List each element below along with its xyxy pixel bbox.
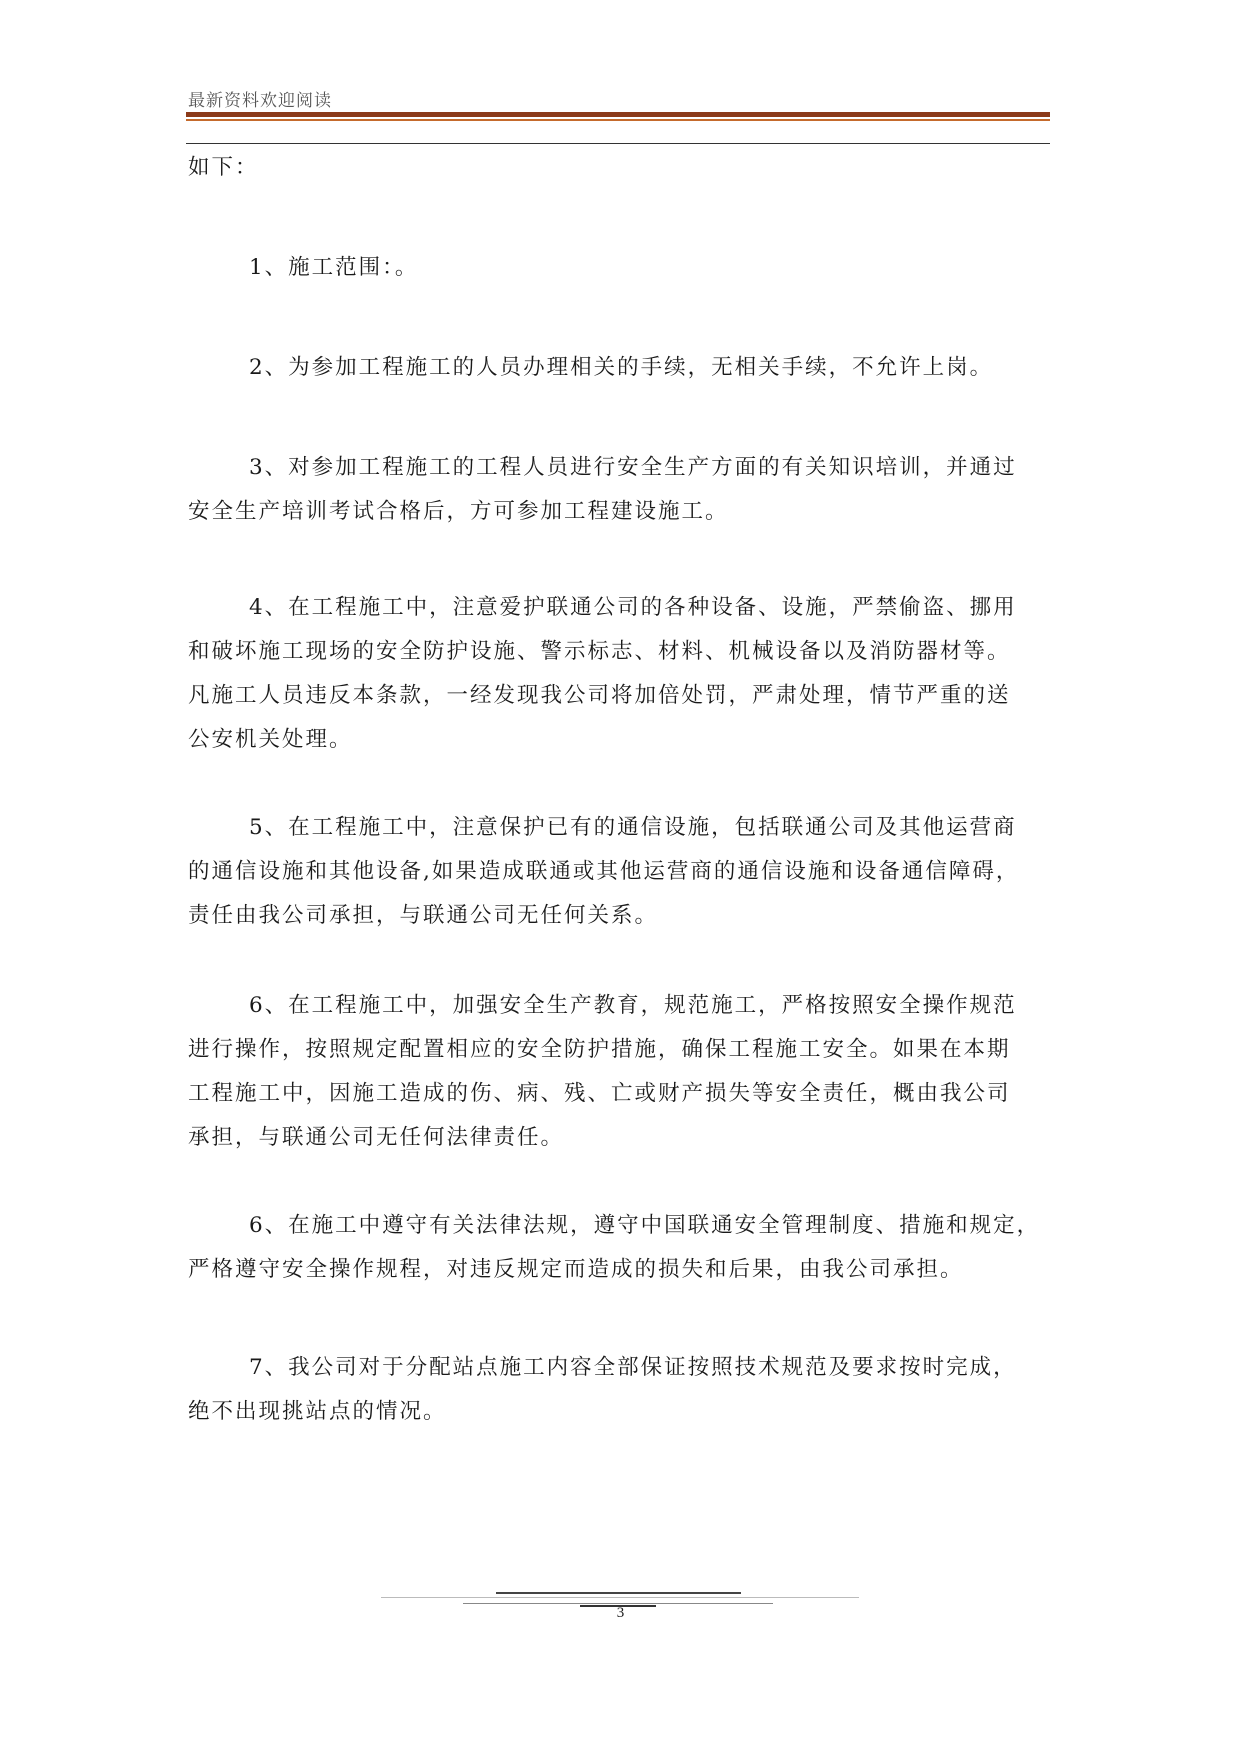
item-line: 的通信设施和其他设备,如果造成联通或其他运营商的通信设施和设备通信障碍， [188,859,1020,884]
page-number: 3 [616,1605,625,1621]
item-6 [188,984,1068,1160]
footer-rule [496,1592,741,1594]
item-line: 6、在施工中遵守有关法律法规，遵守中国联通安全管理制度、措施和规定， [249,1213,1041,1238]
item-line: 6、在工程施工中，加强安全生产教育，规范施工，严格按照安全操作规范 [249,993,1017,1018]
footer-rule [381,1597,859,1598]
item-line: 公安机关处理。 [188,727,353,752]
item-line: 3、对参加工程施工的工程人员进行安全生产方面的有关知识培训，并通过 [249,455,1017,480]
item-line: 4、在工程施工中，注意爱护联通公司的各种设备、设施，严禁偷盗、挪用 [249,595,1017,620]
item-line: 进行操作，按照规定配置相应的安全防护措施，确保工程施工安全。如果在本期 [188,1037,1011,1062]
item-line: 2、为参加工程施工的人员办理相关的手续，无相关手续，不允许上岗。 [249,355,994,380]
item-line: 安全生产培训考试合格后，方可参加工程建设施工。 [188,499,729,524]
item-line: 责任由我公司承担，与联通公司无任何关系。 [188,903,659,928]
item-line: 1、施工范围：。 [249,255,419,280]
item-2 [188,346,1068,390]
item-5 [188,806,1068,938]
item-line: 工程施工中，因施工造成的伤、病、残、亡或财产损失等安全责任，概由我公司 [188,1081,1011,1106]
item-line: 7、我公司对于分配站点施工内容全部保证按照技术规范及要求按时完成， [249,1355,1017,1380]
item-line: 凡施工人员违反本条款，一经发现我公司将加倍处罚，严肃处理，情节严重的送 [188,683,1011,708]
item-4 [188,586,1068,762]
item-line: 5、在工程施工中，注意保护已有的通信设施，包括联通公司及其他运营商 [249,815,1017,840]
header-title: 最新资料欢迎阅读 [188,91,332,111]
item-line: 承担，与联通公司无任何法律责任。 [188,1125,565,1150]
item-1 [249,246,1129,290]
intro-line: 如下： [188,155,259,180]
footer-rule [463,1603,773,1604]
item-line: 和破坏施工现场的安全防护设施、警示标志、材料、机械设备以及消防器材等。 [188,639,1011,664]
item-line: 严格遵守安全操作规程，对违反规定而造成的损失和后果，由我公司承担。 [188,1257,964,1282]
intro-paragraph [188,146,1068,190]
header-rule-thick [186,112,1050,117]
item-3 [188,446,1068,534]
item-7 [188,1346,1068,1434]
header-rule-accent [186,119,1050,121]
item-6b [188,1204,1068,1292]
header-rule-thin [186,143,1050,144]
item-line: 绝不出现挑站点的情况。 [188,1399,447,1424]
